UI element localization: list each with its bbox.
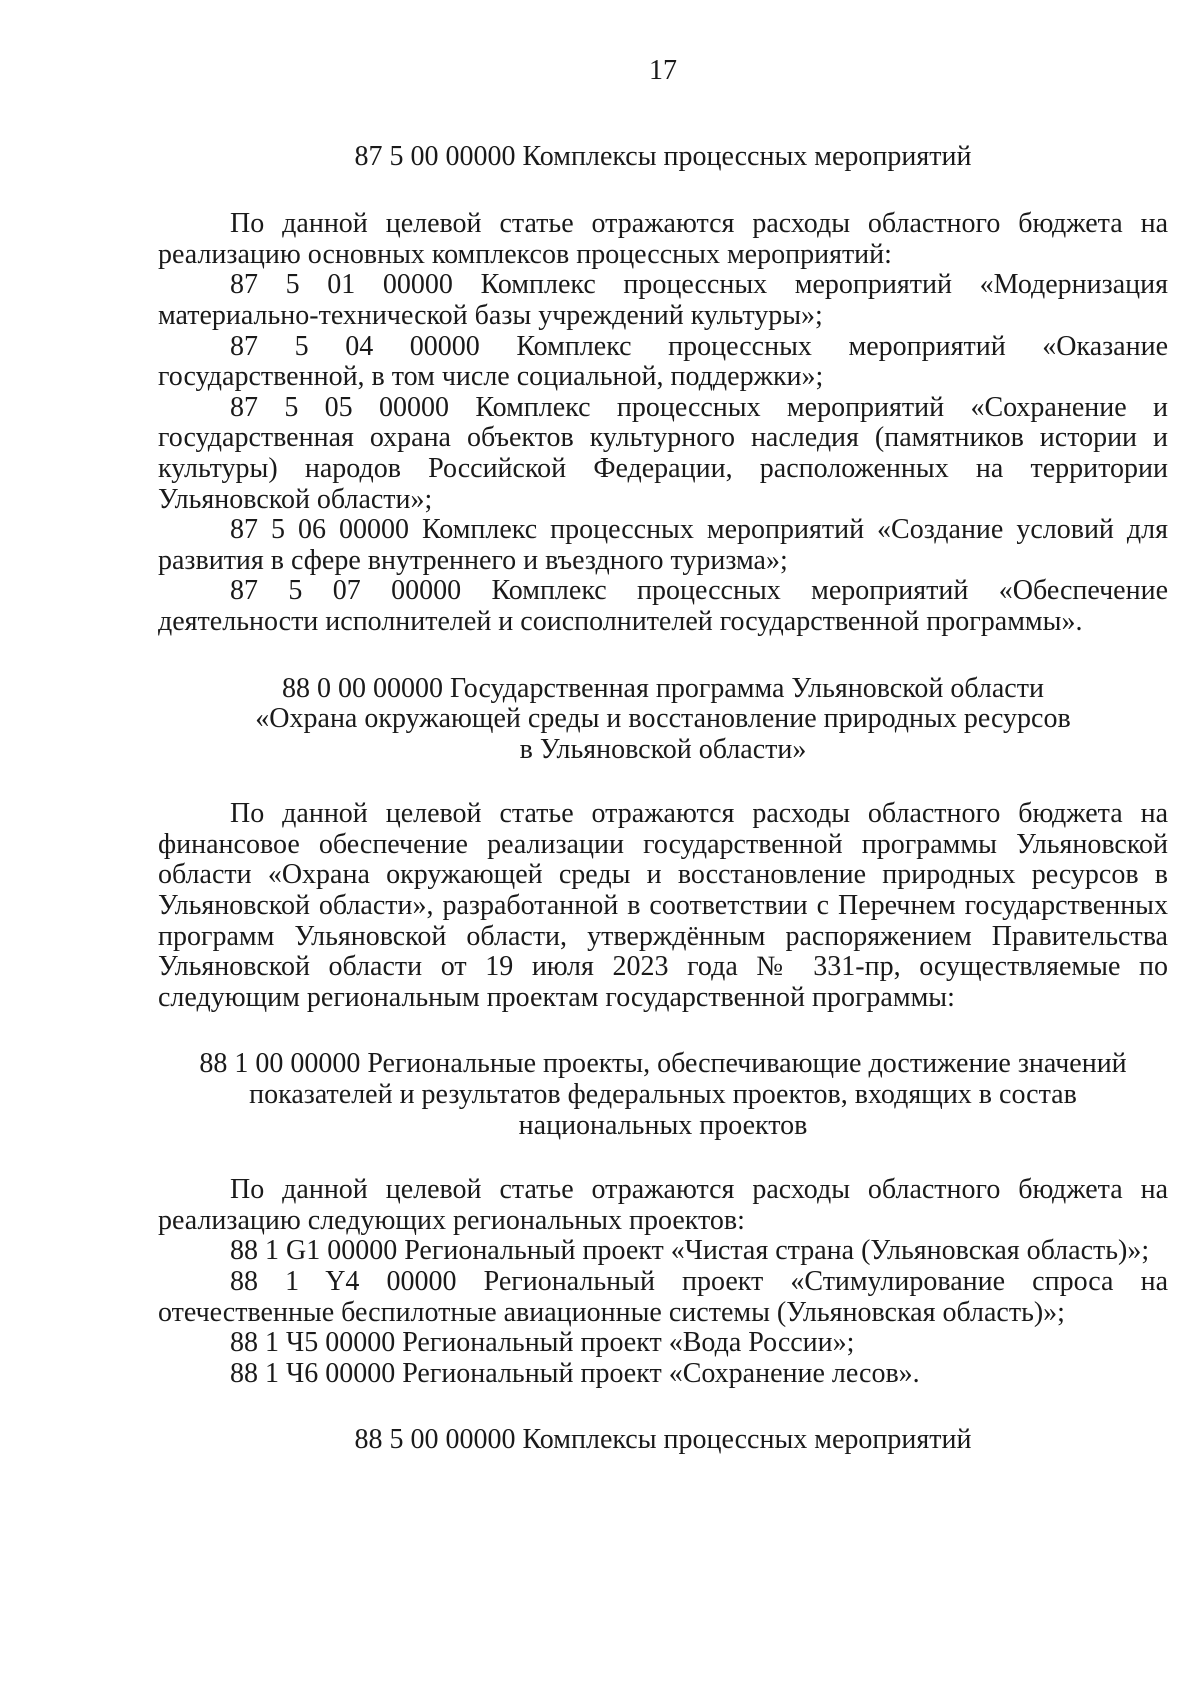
- list-item: 87 5 07 00000 Комплекс процессных мероприятий «Обеспечение деятельности исполнителей и соисполнителей государственной программы».: [158, 575, 1168, 637]
- heading-line: показателей и результатов федеральных проектов, входящих в состав: [249, 1079, 1077, 1111]
- section-heading: 87 5 00 00000 Комплексы процессных мероприятий: [354, 140, 972, 172]
- list-item: 87 5 01 00000 Комплекс процессных мероприятий «Модернизация материально-технической базы учреждений культуры»;: [158, 269, 1168, 331]
- section-gap: [158, 638, 1168, 674]
- section-intro: По данной целевой статье отражаются расходы областного бюджета на реализацию следующих региональных проектов:: [158, 1174, 1168, 1236]
- page-number: 17: [649, 55, 677, 86]
- section-88-0: [158, 674, 1168, 1014]
- section-88-1: [158, 1049, 1168, 1389]
- list-item: 87 5 04 00000 Комплекс процессных мероприятий «Оказание государственной, в том числе социальной, поддержки»;: [158, 330, 1168, 393]
- document-page: [158, 56, 1168, 1493]
- list-item: 88 1 Ч6 00000 Региональный проект «Сохранение лесов».: [230, 1357, 920, 1389]
- list-item: 87 5 06 00000 Комплекс процессных мероприятий «Создание условий для развития в сфере внутреннего и въездного туризма»;: [158, 514, 1168, 576]
- list-item: 88 1 Ч5 00000 Региональный проект «Вода России»;: [230, 1327, 855, 1359]
- section-intro: По данной целевой статье отражаются расходы областного бюджета на реализацию основных комплексов процессных мероприятий:: [158, 208, 1168, 270]
- heading-line: национальных проектов: [518, 1109, 808, 1141]
- section-heading: 88 5 00 00000 Комплексы процессных мероприятий: [354, 1424, 972, 1456]
- heading-line: в Ульяновской области»: [519, 733, 807, 765]
- heading-line: 88 1 00 00000 Региональные проекты, обеспечивающие достижение значений: [199, 1048, 1127, 1080]
- section-intro: По данной целевой статье отражаются расходы областного бюджета на финансовое обеспечение реализации государственной программы Ульяновской области «Охрана окружающей среды и восстановление природных ресурсов в Ульяновской области», разработанной в соответствии с Перечнем государственных программ Ульяновской области, утверждённым распоряжением Правительства Ульяновской области от 19 июля 2023 года № 331-пр, осуществляемые по следующим региональным проектам государственной программы:: [158, 798, 1168, 1013]
- list-item: 88 1 Y4 00000 Региональный проект «Стимулирование спроса на отечественные беспилотные авиационные системы (Ульяновская область)»;: [158, 1266, 1168, 1328]
- section-heading: [158, 674, 1168, 766]
- list-item: 87 5 05 00000 Комплекс процессных мероприятий «Сохранение и государственная охрана объектов культурного наследия (памятников истории и культуры) народов Российской Федерации, расположенных на территории Ульяновской области»;: [158, 391, 1168, 515]
- heading-line: 88 0 00 00000 Государственная программа Ульяновской области: [282, 672, 1044, 704]
- heading-line: «Охрана окружающей среды и восстановление природных ресурсов: [255, 703, 1071, 735]
- section-heading: [158, 1049, 1168, 1141]
- section-87-5: [158, 142, 1168, 638]
- list-item: 88 1 G1 00000 Региональный проект «Чистая страна (Ульяновская область)»;: [230, 1235, 1150, 1267]
- section-88-5: [158, 1425, 1168, 1456]
- section-gap: [158, 1389, 1168, 1425]
- section-gap: [158, 1013, 1168, 1049]
